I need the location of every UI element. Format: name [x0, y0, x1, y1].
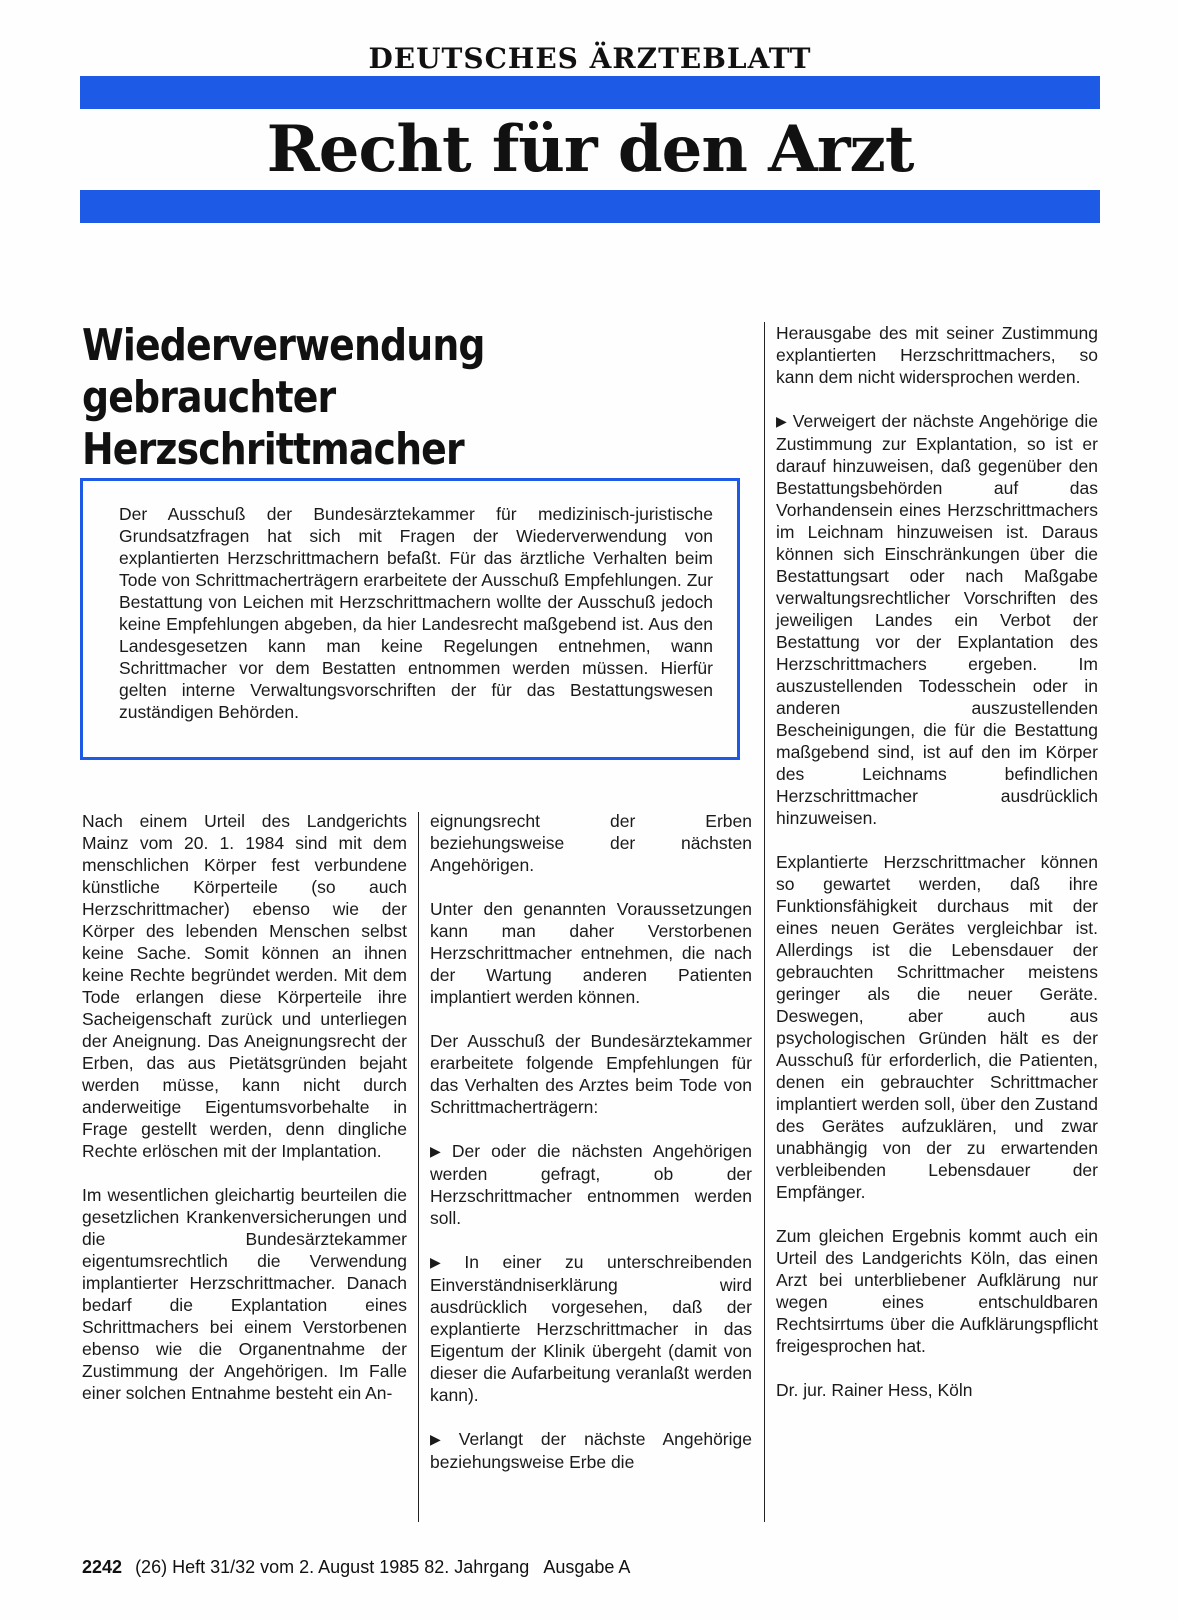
bullet-text: Verlangt der nächste Angehörige beziehungsweise Erbe die — [430, 1429, 752, 1472]
issue-info: (26) Heft 31/32 vom 2. August 1985 82. Jahrgang — [135, 1557, 530, 1577]
edition-label: Ausgabe A — [543, 1557, 631, 1577]
bullet-paragraph — [776, 410, 1098, 829]
page-footer — [82, 1557, 630, 1578]
abstract-box — [80, 478, 740, 760]
paragraph: Im wesentlichen gleichartig beurteilen die gesetzlichen Krankenversicherungen und die Bundesärztekammer eigentumsrechtlich die Verwendung implantierter Herzschrittmacher. Danach bedarf die Explantation eines Schrittmachers bei einem Verstorbenen ebenso wie die Organentnahme der Zustimmung der Angehörigen. Im Falle einer solchen Entnahme besteht ein An- — [82, 1185, 407, 1403]
abstract-text: Der Ausschuß der Bundesärztekammer für medizinisch-juristische Grundsatzfragen hat sich mit Fragen der Wiederverwendung von explantierten Herzschrittmachern befaßt. Für das ärztliche Verhalten beim Tode von Schrittmacherträgern erarbeitete der Ausschuß Empfehlungen. Zur Bestattung von Leichen mit Herzschrittmachern wollte der Ausschuß jedoch keine Empfehlungen abgeben, da hier Landesrecht maßgebend ist. Aus den Landesgesetzen kann man keine Regelungen entnehmen, wann Schrittmacher vor dem Bestatten entnommen werden müssen. Hierfür gelten interne Verwaltungsvorschriften der für das Bestattungswesen zuständigen Behörden. — [119, 504, 713, 722]
section-title: Recht für den Arzt — [266, 112, 914, 187]
paragraph: Nach einem Urteil des Landgerichts Mainz vom 20. 1. 1984 sind mit dem menschlichen Körper fest verbundene künstliche Körperteile (so auch Herzschrittmacher) ebenso wie der Körper des lebenden Menschen selbst keine Sache. Somit können an ihnen keine Rechte begründet werden. Mit dem Tode erlangen diese Körperteile ihre Sacheigenschaft zurück und unterliegen der Aneignung. Das Aneignungsrecht der Erben, das aus Pietätsgründen bejaht werden müsse, kann nicht durch anderweitige Eigentumsvorbehalte in Frage gestellt werden, denn dingliche Rechte erlöschen mit der Implantation. — [82, 811, 407, 1161]
bullet-paragraph — [430, 1251, 752, 1406]
column-3 — [776, 322, 1098, 1423]
bullet-text: Verweigert der nächste Angehörige die Zustimmung zur Explantation, so ist er darauf hinzuweisen, daß gegenüber den Bestattungsbehörden auf das Vorhandensein eines Herzschrittmachers im Leichnam hinzuweisen ist. Daraus können sich Einschränkungen über die Bestattungsart oder nach Maßgabe verwaltungsrechtlicher Vorschriften des jeweiligen Landes ein Verbot der Bestattung vor der Explantation des Herzschrittmachers ergeben. Im auszustellenden Todesschein oder in anderen auszustellenden Bescheinigungen, die für die Bestattung maßgebend sind, ist auf den im Körper des Leichnams befindlichen Herzschrittmacher ausdrücklich hinzuweisen. — [776, 411, 1098, 828]
paragraph: eignungsrecht der Erben beziehungsweise der nächsten Angehörigen. — [430, 811, 752, 875]
headline-line-2: gebrauchter Herzschrittmacher — [82, 372, 464, 475]
triangle-right-icon: ▶ — [430, 1143, 441, 1159]
blue-bar-top — [80, 76, 1100, 109]
bullet-paragraph — [430, 1140, 752, 1229]
paragraph: Unter den genannten Voraussetzungen kann man daher Verstorbenen Herzschrittmacher entnehmen, die nach der Wartung anderen Patienten implantiert werden können. — [430, 899, 752, 1007]
column-2 — [430, 810, 752, 1495]
paragraph: Herausgabe des mit seiner Zustimmung explantierten Herzschrittmachers, so kann dem nicht widersprochen werden. — [776, 323, 1098, 387]
author-line: Dr. jur. Rainer Hess, Köln — [776, 1380, 973, 1400]
bullet-text: Der oder die nächsten Angehörigen werden gefragt, ob der Herzschrittmacher entnommen werden soll. — [430, 1141, 752, 1228]
page-number: 2242 — [82, 1557, 123, 1577]
column-rule-1 — [418, 812, 419, 1522]
column-rule-2 — [764, 322, 765, 1522]
paragraph: Zum gleichen Ergebnis kommt auch ein Urteil des Landgerichts Köln, das einen Arzt bei unterbliebener Aufklärung nur wegen eines entschuldbaren Rechtsirrtums über die Aufklärungspflicht freigesprochen hat. — [776, 1226, 1098, 1356]
bullet-paragraph — [430, 1428, 752, 1473]
masthead: DEUTSCHES ÄRZTEBLATT — [368, 42, 812, 75]
paragraph: Der Ausschuß der Bundesärztekammer erarbeitete folgende Empfehlungen für das Verhalten des Arztes beim Tode von Schrittmacherträgern: — [430, 1031, 752, 1117]
triangle-right-icon: ▶ — [430, 1431, 441, 1447]
triangle-right-icon: ▶ — [430, 1254, 441, 1270]
paragraph: Explantierte Herzschrittmacher können so gewartet werden, daß ihre Funktionsfähigkeit durchaus mit der eines neuen Gerätes vergleichbar ist. Allerdings ist die Lebensdauer der gebrauchten Schrittmacher meistens geringer als die neuer Geräte. Deswegen, aber auch aus psychologischen Gründen hält es der Ausschuß für erforderlich, die Patienten, denen ein gebrauchter Schrittmacher implantiert werden soll, über den Zustand des Gerätes aufzuklären, und zwar unabhängig von der zu erwartenden verbleibenden Lebensdauer der Empfänger. — [776, 852, 1098, 1202]
bullet-text: In einer zu unterschreibenden Einverständniserklärung wird ausdrücklich vorgesehen, daß der explantierte Herzschrittmacher in das Eigentum der Klinik übergeht (damit von dieser die Aufarbeitung veranlaßt werden kann). — [430, 1252, 752, 1405]
column-1 — [82, 810, 407, 1426]
triangle-right-icon: ▶ — [776, 413, 787, 429]
blue-bar-bottom — [80, 190, 1100, 223]
article-headline — [82, 320, 658, 476]
headline-line-1: Wiederverwendung — [82, 320, 485, 371]
